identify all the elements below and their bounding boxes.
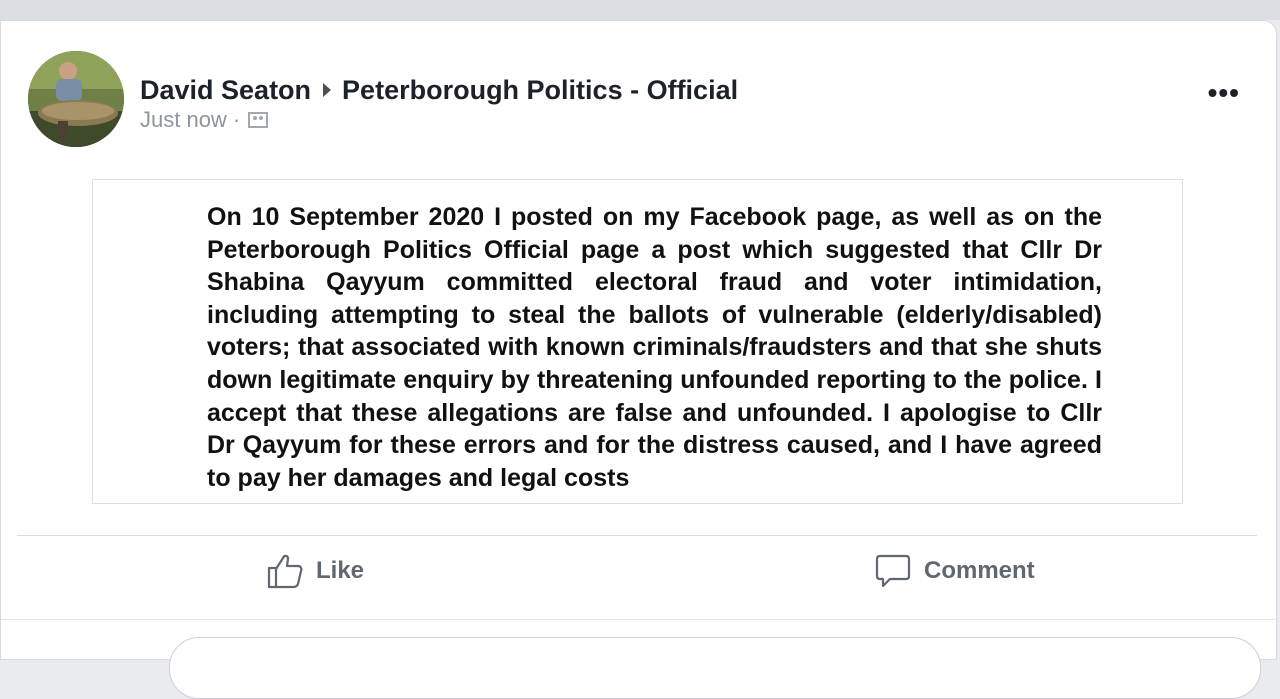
- post-meta: [140, 107, 268, 133]
- author-name[interactable]: David Seaton: [140, 74, 312, 105]
- comment-label: Comment: [924, 557, 1035, 584]
- actions-divider: [17, 535, 1257, 536]
- meta-separator: ·: [232, 107, 241, 132]
- author-avatar[interactable]: [28, 51, 124, 147]
- post-header: [140, 73, 738, 107]
- shared-to-arrow-icon: [323, 83, 331, 97]
- statement-text: On 10 September 2020 I posted on my Facebook page, as well as on the Peterborough Politics Official page a post which suggested that Cllr Dr Shabina Qayyum committed electoral fraud and voter intimidation, including attempting to steal the ballots of vulnerable (elderly/disabled) voters; that associated with known criminals/fraudsters and that she shuts down legitimate enquiry by threatening unfounded reporting to the police. I accept that these allegations are false and unfounded. I apologise to Cllr Dr Qayyum for these errors and for the distress caused, and I have agreed to pay her damages and legal costs: [207, 203, 1102, 492]
- thumbs-up-icon: [266, 552, 304, 590]
- post-timestamp[interactable]: Just now: [140, 107, 227, 132]
- group-audience-icon: [248, 112, 268, 128]
- feed-background-strip: [0, 0, 1280, 20]
- comment-section-divider: [1, 619, 1278, 620]
- comment-button[interactable]: [874, 551, 1035, 591]
- avatar-photo: [28, 51, 124, 147]
- post-image-statement[interactable]: [92, 179, 1183, 504]
- group-name[interactable]: Peterborough Politics - Official: [342, 74, 739, 105]
- post-card: [0, 20, 1277, 660]
- more-options-icon[interactable]: •••: [1207, 77, 1240, 108]
- like-label: Like: [316, 557, 365, 584]
- comment-bubble-icon: [874, 552, 912, 590]
- like-button[interactable]: [266, 551, 364, 591]
- write-comment-input[interactable]: [169, 637, 1261, 699]
